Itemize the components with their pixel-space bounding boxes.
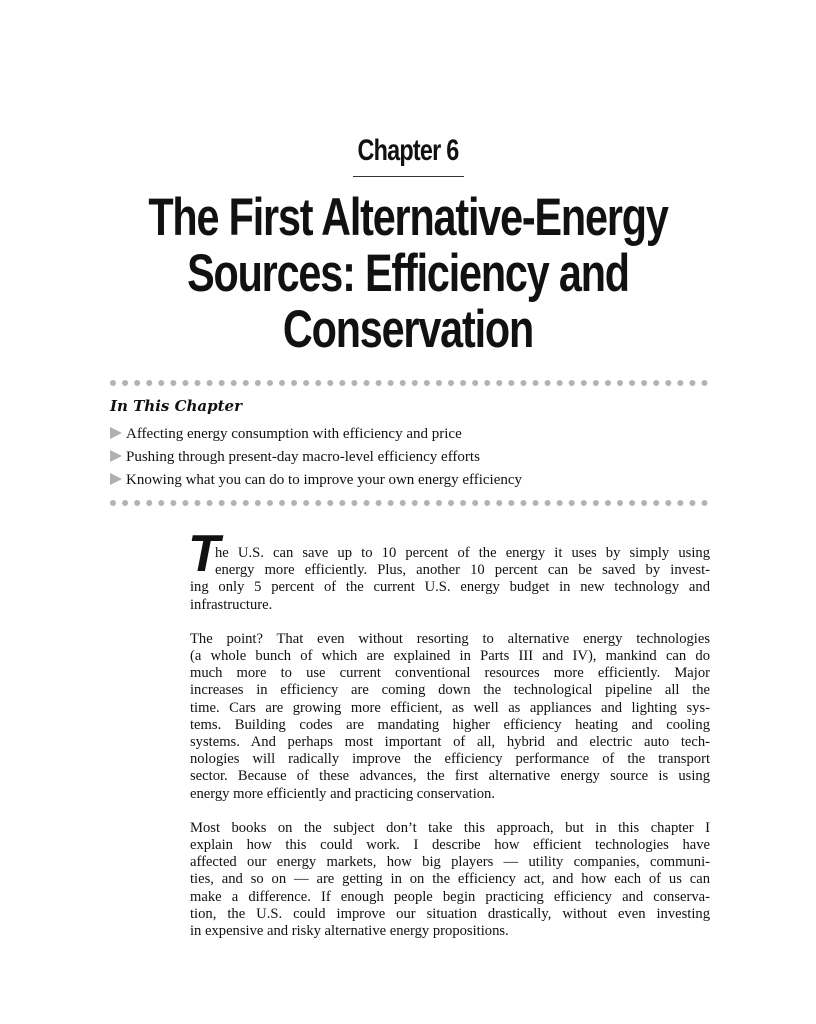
text-line: increases in efficiency are coming down the technological pipeline all the: [190, 682, 710, 699]
text-line: ties, and so on — are getting in on the efficiency act, and how each of us can: [190, 871, 710, 888]
in-this-chapter-list: [110, 423, 522, 492]
paragraph-1: [190, 545, 710, 614]
text-line: affected our energy markets, how big players — utility companies, communi-: [190, 854, 710, 871]
text-line: in expensive and risky alternative energy propositions.: [190, 923, 509, 940]
text-line: infrastructure.: [190, 596, 273, 613]
chapter-title: [90, 190, 726, 358]
triangle-bullet-icon: [110, 427, 122, 439]
text-line: much more to use current conventional resources more efficiently. Major: [190, 665, 710, 682]
text-line: he U.S. can save up to 10 percent of the energy it uses by simply using: [215, 545, 710, 561]
list-item-text: Pushing through present-day macro-level efficiency efforts: [126, 449, 480, 465]
text-line: The point? That even without resorting to alternative energy technologies: [190, 630, 710, 647]
text-line: explain how this could work. I describe how efficient technologies have: [190, 837, 710, 854]
list-item: [110, 469, 522, 492]
list-item-text: Knowing what you can do to improve your own energy efficiency: [126, 472, 523, 488]
text-line: nologies will radically improve the efficiency performance of the transport: [190, 751, 710, 768]
paragraph-3: [190, 820, 710, 940]
body-text: [190, 545, 710, 940]
list-item-text: Affecting energy consumption with efficiency and price: [126, 426, 462, 442]
text-line: energy more efficiently and practicing conservation.: [190, 785, 496, 802]
dotted-divider-top: [110, 380, 708, 386]
text-line: energy more efficiently. Plus, another 10 percent can be saved by invest-: [215, 562, 710, 579]
triangle-bullet-icon: [110, 473, 122, 485]
text-line: tion, the U.S. could improve our situation drastically, without even investing: [190, 905, 710, 922]
list-item: [110, 446, 522, 469]
drop-cap: T: [188, 525, 220, 583]
paragraph-2: [190, 631, 710, 803]
text-line: systems. And perhaps most important of all, hybrid and electric auto tech-: [190, 734, 710, 751]
text-line: tems. Building codes are mandating higher efficiency heating and cooling: [190, 716, 710, 733]
text-line: ing only 5 percent of the current U.S. energy budget in new technology and: [190, 579, 710, 596]
chapter-title-line: Sources: Efficiency and: [187, 244, 629, 303]
text-line: time. Cars are growing more efficient, as well as appliances and lighting sys-: [190, 699, 710, 716]
dotted-divider-bottom: [110, 500, 708, 506]
in-this-chapter-heading: In This Chapter: [110, 397, 243, 415]
text-line: (a whole bunch of which are explained in Parts III and IV), mankind can do: [190, 648, 710, 665]
text-line: sector. Because of these advances, the first alternative energy source is using: [190, 768, 710, 785]
text-line: Most books on the subject don’t take this approach, but in this chapter I: [190, 819, 710, 836]
list-item: [110, 423, 522, 446]
chapter-number: Chapter 6: [357, 134, 459, 167]
triangle-bullet-icon: [110, 450, 122, 462]
chapter-title-line: The First Alternative-Energy: [148, 188, 668, 247]
chapter-underline: [353, 176, 464, 177]
chapter-title-line: Conservation: [282, 300, 534, 359]
text-line: make a difference. If enough people begin practicing efficiency and conserva-: [190, 888, 710, 905]
